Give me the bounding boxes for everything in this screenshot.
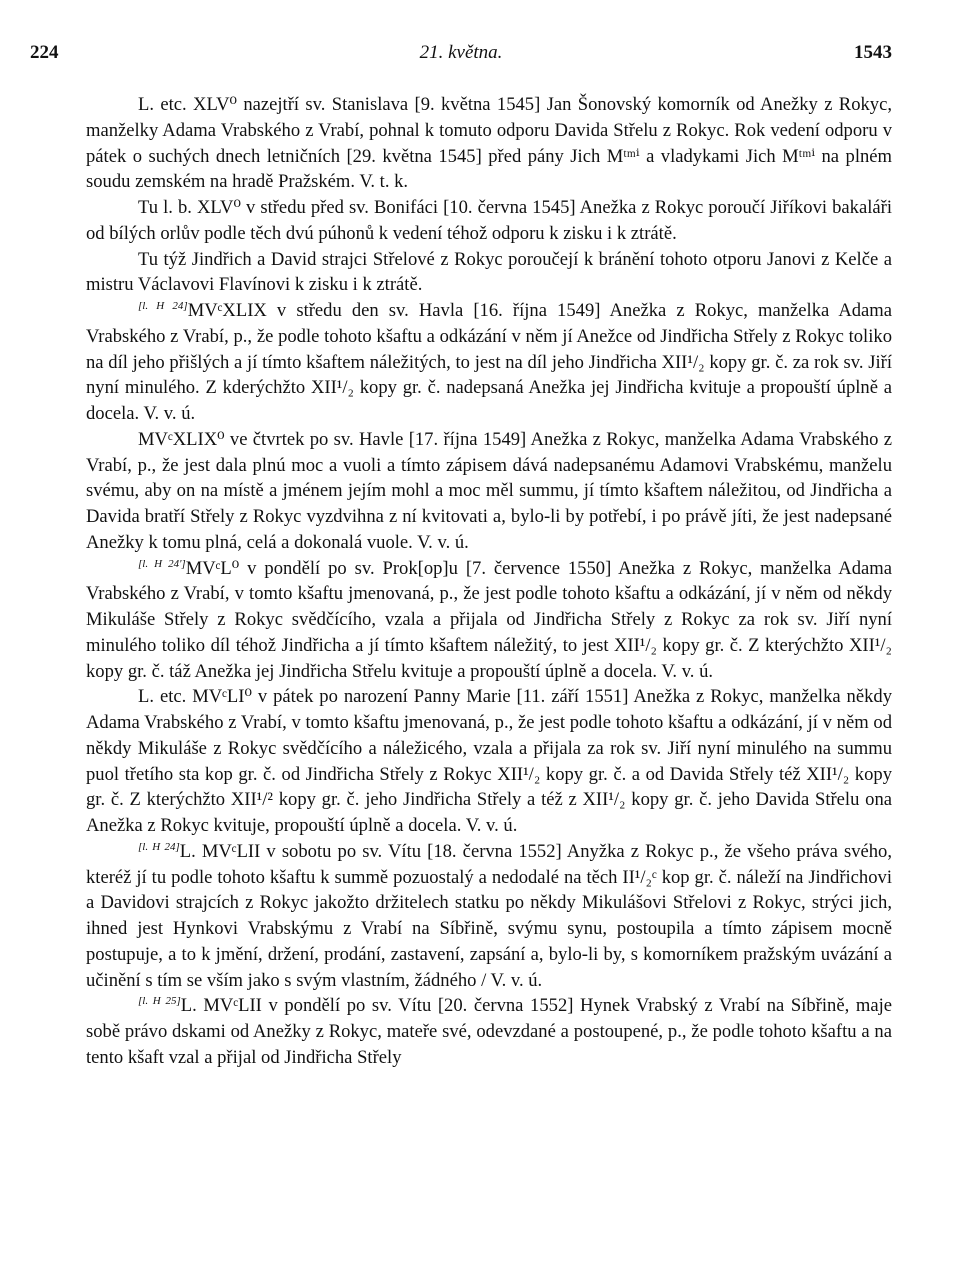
paragraph-text: MVᶜXLIX v středu den sv. Havla [16. října 1549] Anežka z Rokyc, manželka Adama Vrabského z Vrabí, p., že podle tohoto kšaftu a odkázání v něm jí Anežce od Jindřicha Střely z Rokyc toliko na díl jeho přišlých a jí tímto kšaftem náležitých, to jest na díl jeho Jindřicha XII¹/₂ kopy gr. č. za rok sv. Jiří nyní minulého. Z kderýchžto XII¹/₂ kopy gr. č. nadepsaná Anežka jej Jindřicha kvituje a propouští úplně a docela. V. v. ú. [86,300,893,424]
paragraph [86,247,892,299]
running-header [30,42,892,72]
paragraph [86,556,892,685]
paragraph-text: MVᶜL⁰ v pondělí po sv. Prok[op]u [7. července 1550] Anežka z Rokyc, manželka Adama Vrabského z Vrabí, v tomto kšaftu jmenovaná, p., že jest podle tohoto kšaftu a odkázání, jí v něm od někdy Mikuláše Střely z Rokyc svědčícího, vzala a přijala od Jindřicha Střely z Rokyc za rok sv. Jiří nyní minulého toliko díl téhož Jindřicha a jí tímto kšaftem náležitý, to jest XII¹/₂ kopy gr. č. Z kterýchžto XII¹/₂ kopy gr. č. táž Anežka jej Jindřicha Střelu kvituje a propouští úplně a docela. V. v. ú. [86,557,892,682]
document-body [86,92,892,1071]
paragraph [86,92,892,195]
paragraph [86,839,892,994]
paragraph [86,684,892,839]
paragraph [86,993,892,1070]
year-heading: 1543 [854,42,892,63]
folio-mark: [l. H 24] [138,840,180,853]
folio-mark: [l. H 24] [138,300,188,312]
page-number: 224 [30,42,59,63]
paragraph [86,298,892,427]
folio-mark: [l. H 25] [138,995,181,1008]
paragraph-text: Tu týž Jindřich a David strajci Střelové z Rokyc poroučejí k bránění tohoto otporu Janovi z Kelče a mistru Václavovi Flavínovi k zisku i k ztrátě. [86,248,892,296]
paragraph-text: L. MVᶜLII v sobotu po sv. Vítu [18. června 1552] Anyžka z Rokyc p., že všeho práva svého, kteréž jí tu podle tohoto kšaftu k summě pozuostalý a nedodalé na těch II¹/₂ᶜ kop gr. č. náleží na Jindřichovi a Davidovi strajcích z Rokyc jakožto držitelech statku po někdy Mikulášovi Střelovi z Rokyc, strýci jich, ihned jest Hynkovi Vrabskýmu z Vrabí na Síbřině, svýmu synu, postoupila a tímto zápisem mocně postupuje, a to k jmění, držení, prodání, zastavení, zapsání a, bylo-li by, s komorníkem pražským uvázání a učinění s tím se vším jako s svým vlastním, žádného / V. v. ú. [86,840,892,991]
paragraph-text: L. etc. XLV⁰ nazejtří sv. Stanislava [9. května 1545] Jan Šonovský komorník od Anežky z Rokyc, manželky Adama Vrabského z Vrabí, pohnal k tomuto odporu Davida Střelu z Rokyc. Rok vedení odporu v pátek o suchých dnech letničních [29. května 1545] před pány Jich Mᵗᵐⁱ a vladykami Jich Mᵗᵐⁱ na plném soudu zemském na hradě Pražském. V. t. k. [86,94,892,193]
paragraph-text: Tu l. b. XLV⁰ v středu před sv. Bonifáci [10. června 1545] Anežka z Rokyc poroučí Jiříkovi bakaláři od bílých orlův podle těch dvú púhonů k vedení téhož odporu k zisku i k ztrátě. [86,197,892,244]
paragraph-text: L. etc. MVᶜLI⁰ v pátek po narození Panny Marie [11. září 1551] Anežka z Rokyc, manželka někdy Adama Vrabského z Vrabí, v tomto kšaftu jmenovaná, p., že jest podle tohoto kšaftu a odkázání, jí v něm od někdy Mikuláše z Rokyc svědčícího a náležicého, vzala a přijala za rok sv. Jiří nyní minulého na summu puol třetího sta kop gr. č. od Jindřicha Střely z Rokyc XII¹/₂ kopy gr. č. a od Davida Střely též XII¹/₂ kopy gr. č. Z kterýchžto XII¹/² kopy gr. č. jeho Jindřicha Střely a též z XII¹/₂ kopy gr. č. jeho Davida Střelu ona Anežka z Rokyc kvituje, propouští úplně a docela. V. v. ú. [86,686,892,836]
paragraph-text: L. MVᶜLII v pondělí po sv. Vítu [20. června 1552] Hynek Vrabský z Vrabí na Síbřině, maje sobě právo dskami od Anežky z Rokyc, mateře své, odevzdané a postoupené, p., že podle tohoto kšaftu a na tento kšaft vzal a přijal od Jindřicha Střely [86,995,893,1068]
running-title: 21. května. [419,42,503,63]
paragraph [86,195,892,247]
paragraph [86,427,892,556]
paragraph-text: MVᶜXLIX⁰ ve čtvrtek po sv. Havle [17. října 1549] Anežka z Rokyc, manželka Adama Vrabského z Vrabí, p., že jest dala plnú moc a vuoli a tímto zápisem dává nadepsanému Adamovi Vrabskému, manželu svému, aby on na místě a jménem jejím mohl a moc měl summu, jí tímto kšaftem náležitou, od Jindřicha a Davida bratří Střely z Rokyc vyzdvihna z ní kvitovati a, bylo-li by potřebí, i po právě jíti, že jest nadepsané Anežky k tomu plná, celá a dokonalá vuole. V. v. ú. [86,428,892,553]
folio-mark: [l. H 24'] [138,557,186,570]
